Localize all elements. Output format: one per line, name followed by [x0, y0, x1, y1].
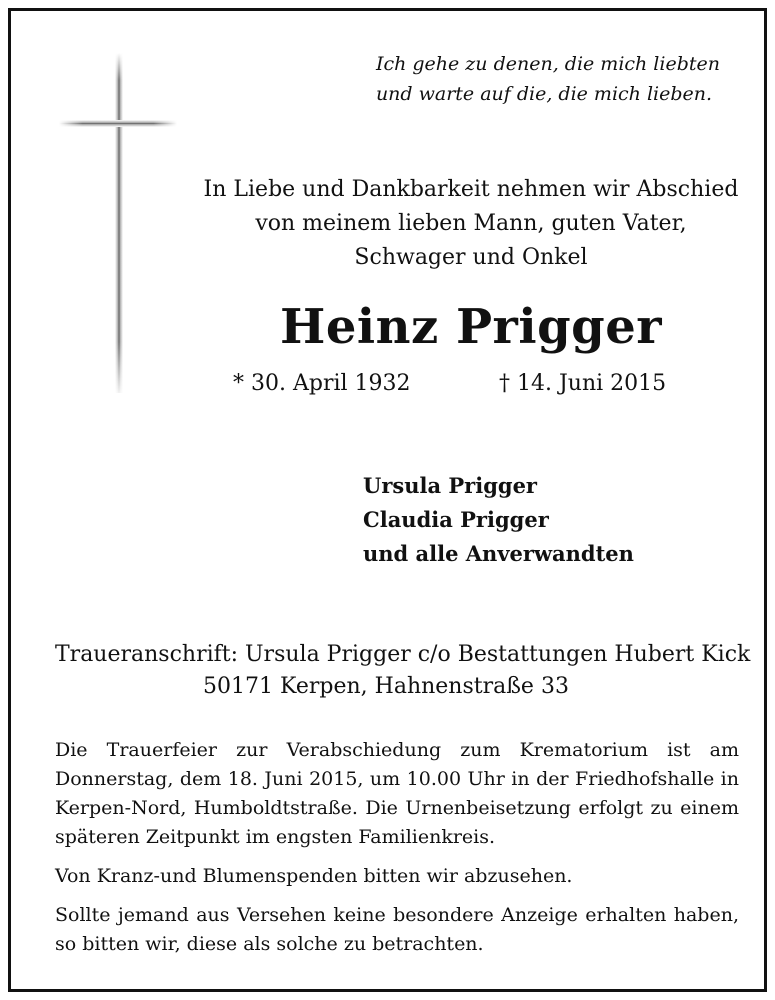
- obituary-frame: [8, 8, 767, 992]
- motto-line-1: Ich gehe zu denen, die mich liebten: [375, 53, 720, 75]
- motto-quote: [376, 49, 720, 109]
- deceased-name: Heinz Prigger: [279, 299, 663, 355]
- ceremony-paragraph: Die Trauerfeier zur Verabschiedung zum Krematorium ist am Donnerstag, dem 18. Juni 2015, um 10.00 Uhr in der Friedhofshalle in Kerpen-Nord, Humboldtstraße. Die Urnenbeisetzung erfolgt zu einem späteren Zeitpunkt im engsten Familienkreis.: [55, 739, 739, 848]
- family-member: Ursula Prigger: [363, 473, 537, 498]
- family-member: Claudia Prigger: [363, 507, 549, 532]
- address-line-1: Traueranschrift: Ursula Prigger c/o Bestattungen Hubert Kick: [55, 642, 751, 667]
- intro-line-3: Schwager und Onkel: [354, 245, 588, 270]
- family-member: und alle Anverwandten: [363, 541, 634, 566]
- mourning-address: [51, 639, 751, 703]
- cross-icon: [59, 53, 177, 393]
- intro-text: [171, 173, 771, 275]
- intro-line-1: In Liebe und Dankbarkeit nehmen wir Abschied: [203, 177, 739, 202]
- family-signatures: [363, 469, 634, 571]
- motto-line-2: und warte auf die, die mich lieben.: [375, 83, 713, 105]
- intro-line-2: von meinem lieben Mann, guten Vater,: [255, 211, 687, 236]
- flowers-paragraph: Von Kranz-und Blumenspenden bitten wir abzusehen.: [55, 865, 573, 887]
- birth-date: * 30. April 1932: [233, 371, 411, 396]
- notice-text: [55, 736, 739, 969]
- notice-paragraph: Sollte jemand aus Versehen keine besondere Anzeige erhalten haben, so bitten wir, diese als solche zu betrachten.: [55, 904, 739, 955]
- address-line-2: 50171 Kerpen, Hahnenstraße 33: [203, 674, 569, 699]
- death-date: † 14. Juni 2015: [499, 371, 667, 396]
